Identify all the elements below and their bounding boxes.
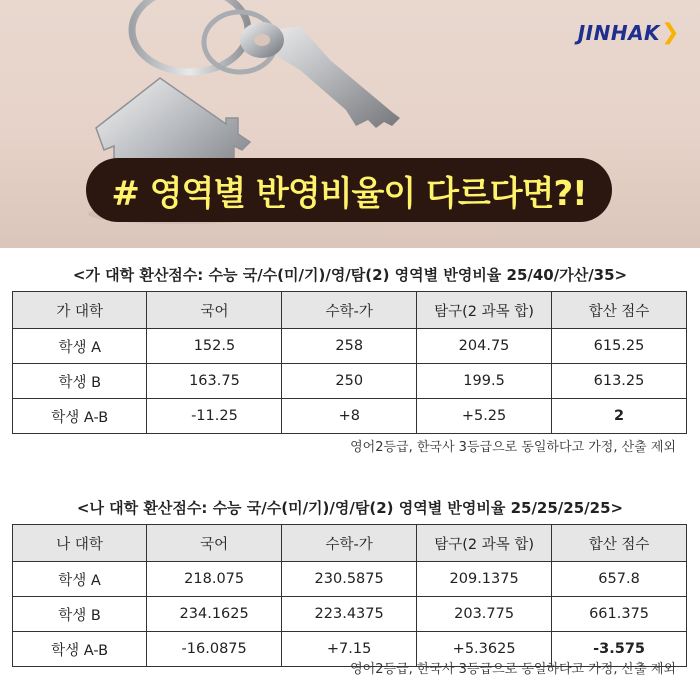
table-cell: 258 [282, 329, 417, 364]
table-cell: 661.375 [552, 597, 687, 632]
headline-banner [86, 158, 612, 222]
table-2 [12, 524, 687, 667]
table-row [13, 562, 687, 597]
logo-chevron-icon: ❯ [661, 20, 680, 45]
table-1-note: 영어2등급, 한국사 3등급으로 동일하다고 가정, 산출 제외 [350, 440, 676, 455]
table-cell: 학생 A [13, 562, 147, 597]
table-cell: 218.075 [147, 562, 282, 597]
table-cell-total: -3.575 [552, 632, 687, 667]
headline-text: # 영역별 반영비율이 다르다면?! [111, 173, 587, 214]
table-row [13, 364, 687, 399]
table-cell: 학생 B [13, 597, 147, 632]
table-cell: 234.1625 [147, 597, 282, 632]
table-cell: 230.5875 [282, 562, 417, 597]
table-cell: +7.15 [282, 632, 417, 667]
table-2-title: <나 대학 환산점수: 수능 국/수(미/기)/영/탐(2) 영역별 반영비율 25/25/25/25> [76, 499, 624, 517]
header-cell: 합산 점수 [552, 525, 687, 562]
table-cell: 209.1375 [417, 562, 552, 597]
header-cell: 나 대학 [13, 525, 147, 562]
table-cell: 613.25 [552, 364, 687, 399]
table-cell: -11.25 [147, 399, 282, 434]
header-cell: 수학-가 [282, 292, 417, 329]
table-cell: 223.4375 [282, 597, 417, 632]
table-cell: -16.0875 [147, 632, 282, 667]
table-cell-total: 2 [552, 399, 687, 434]
table-cell: +5.3625 [417, 632, 552, 667]
logo-text: JINHAK [577, 20, 661, 45]
table-cell: 학생 A-B [13, 632, 147, 667]
table-cell: 615.25 [552, 329, 687, 364]
header-cell: 탐구(2 과목 합) [417, 292, 552, 329]
header-cell: 탐구(2 과목 합) [417, 525, 552, 562]
table-cell: 163.75 [147, 364, 282, 399]
jinhak-logo [578, 20, 680, 45]
table-cell: 203.775 [417, 597, 552, 632]
table-cell: 250 [282, 364, 417, 399]
table-header-row [13, 525, 687, 562]
table-cell: 657.8 [552, 562, 687, 597]
table-cell: 204.75 [417, 329, 552, 364]
table-cell: +8 [282, 399, 417, 434]
table-header-row [13, 292, 687, 329]
table-cell: +5.25 [417, 399, 552, 434]
header-cell: 국어 [147, 525, 282, 562]
header-cell: 합산 점수 [552, 292, 687, 329]
table-cell: 199.5 [417, 364, 552, 399]
table-cell: 학생 B [13, 364, 147, 399]
table-1-title: <가 대학 환산점수: 수능 국/수(미/기)/영/탐(2) 영역별 반영비율 25/40/가산/35> [72, 266, 628, 284]
table-2-note: 영어2등급, 한국사 3등급으로 동일하다고 가정, 산출 제외 [350, 662, 676, 677]
header-cell: 국어 [147, 292, 282, 329]
hero-image [0, 0, 700, 248]
table-cell: 학생 A [13, 329, 147, 364]
header-cell: 가 대학 [13, 292, 147, 329]
table-cell: 152.5 [147, 329, 282, 364]
table-row [13, 597, 687, 632]
table-row [13, 399, 687, 434]
header-cell: 수학-가 [282, 525, 417, 562]
table-cell: 학생 A-B [13, 399, 147, 434]
table-1 [12, 291, 687, 434]
table-row [13, 329, 687, 364]
